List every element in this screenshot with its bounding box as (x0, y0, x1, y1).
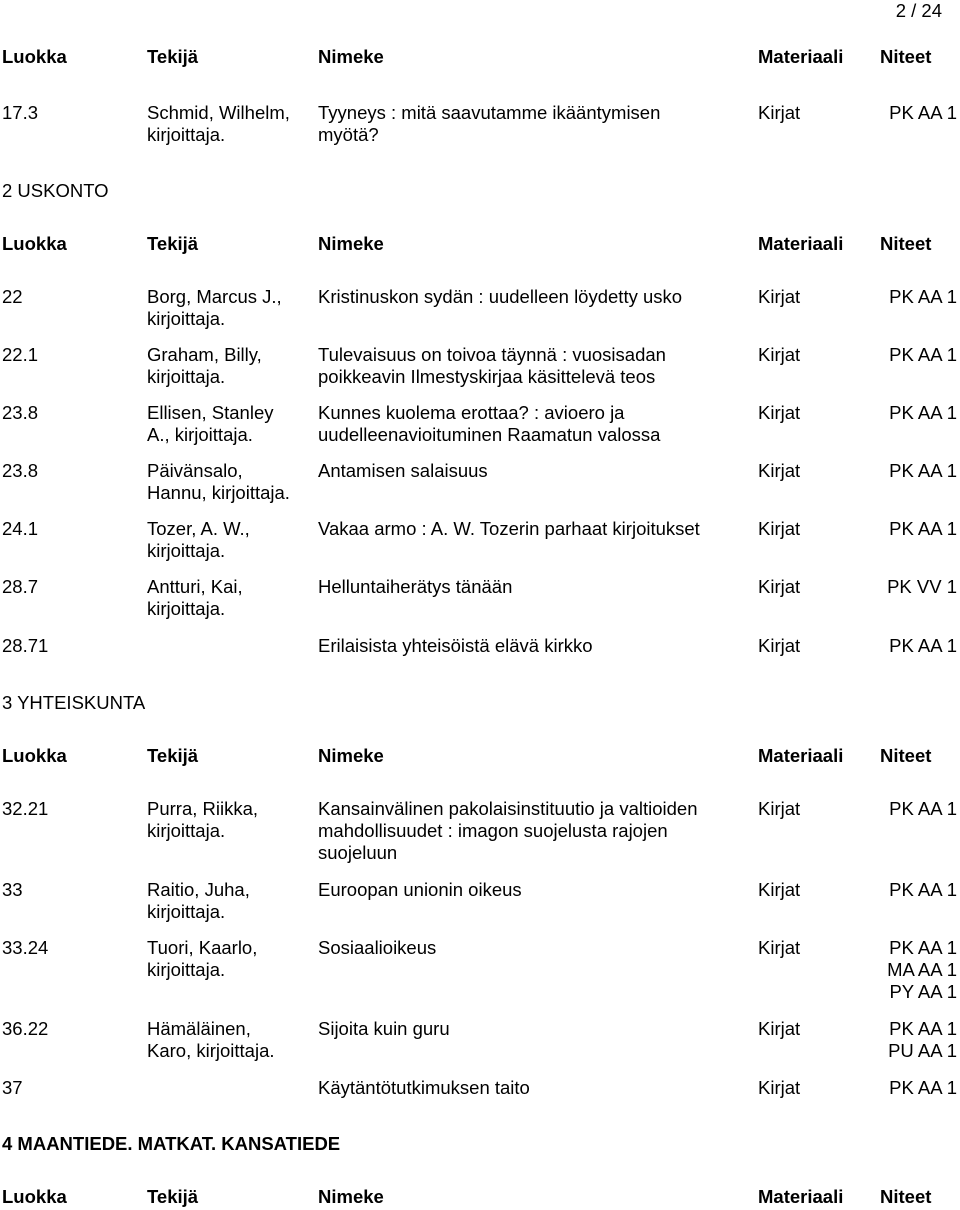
row-material: Kirjat (758, 879, 801, 900)
row-author: Tuori, Kaarlo, kirjoittaja. (147, 937, 258, 980)
header-material: Materiaali (758, 233, 844, 254)
row-title: Tulevaisuus on toivoa täynnä : vuosisadan poikkeavin Ilmestyskirjaa käsittelevä teos (318, 344, 666, 387)
header-title: Nimeke (318, 46, 384, 67)
row-material: Kirjat (758, 286, 801, 307)
column-header (0, 46, 960, 67)
row-location: PK AA 1 (889, 286, 957, 307)
header-material: Materiaali (758, 46, 844, 67)
row-material: Kirjat (758, 635, 801, 656)
row-material: Kirjat (758, 102, 801, 123)
row-material: Kirjat (758, 344, 801, 365)
row-author: Borg, Marcus J., kirjoittaja. (147, 286, 282, 329)
row-class: 33 (2, 879, 23, 900)
column-header (0, 745, 960, 766)
header-class: Luokka (2, 745, 67, 766)
header-author: Tekijä (147, 745, 199, 766)
row-class: 22 (2, 286, 23, 307)
row-class: 37 (2, 1077, 23, 1098)
row-title: Helluntaiherätys tänään (318, 576, 513, 597)
header-title: Nimeke (318, 233, 384, 254)
header-author: Tekijä (147, 233, 199, 254)
header-title: Nimeke (318, 1186, 384, 1207)
row-material: Kirjat (758, 798, 801, 819)
table-row (0, 576, 960, 619)
row-author: Päivänsalo, Hannu, kirjoittaja. (147, 460, 290, 503)
row-class: 23.8 (2, 460, 39, 481)
row-location: PK VV 1 (887, 576, 957, 597)
row-material: Kirjat (758, 402, 801, 423)
header-class: Luokka (2, 46, 67, 67)
section-heading: 2 USKONTO (2, 180, 109, 201)
header-author: Tekijä (147, 1186, 199, 1207)
row-title: Tyyneys : mitä saavutamme ikääntymisen myötä? (318, 102, 661, 145)
row-location: PK AA 1 (889, 879, 957, 900)
row-title: Kunnes kuolema erottaa? : avioero ja uudelleenavioituminen Raamatun valossa (318, 402, 661, 445)
row-class: 17.3 (2, 102, 39, 123)
row-location: PK AA 1 PU AA 1 (888, 1018, 957, 1061)
row-author: Ellisen, Stanley A., kirjoittaja. (147, 402, 274, 445)
header-class: Luokka (2, 233, 67, 254)
row-material: Kirjat (758, 576, 801, 597)
header-location: Niteet (880, 233, 932, 254)
table-row (0, 798, 960, 863)
header-author: Tekijä (147, 46, 199, 67)
row-title: Sosiaalioikeus (318, 937, 437, 958)
row-author: Purra, Riikka, kirjoittaja. (147, 798, 259, 841)
row-location: PK AA 1 (889, 102, 957, 123)
header-location: Niteet (880, 46, 932, 67)
row-location: PK AA 1 (889, 1077, 957, 1098)
table-row (0, 518, 960, 561)
page-number: 2 / 24 (895, 0, 942, 21)
row-author: Raitio, Juha, kirjoittaja. (147, 879, 250, 922)
row-title: Kansainvälinen pakolaisinstituutio ja valtioiden mahdollisuudet : imagon suojelusta rajojen suojeluun (318, 798, 698, 863)
row-title: Euroopan unionin oikeus (318, 879, 522, 900)
row-location: PK AA 1 (889, 402, 957, 423)
table-row (0, 937, 960, 1002)
section-heading: 4 MAANTIEDE. MATKAT. KANSATIEDE (2, 1133, 341, 1154)
header-location: Niteet (880, 1186, 932, 1207)
header-material: Materiaali (758, 745, 844, 766)
row-title: Kristinuskon sydän : uudelleen löydetty usko (318, 286, 683, 307)
header-material: Materiaali (758, 1186, 844, 1207)
row-author: Schmid, Wilhelm, kirjoittaja. (147, 102, 290, 145)
table-row (0, 635, 960, 656)
row-title: Erilaisista yhteisöistä elävä kirkko (318, 635, 593, 656)
row-class: 22.1 (2, 344, 39, 365)
table-row (0, 1077, 960, 1098)
row-location: PK AA 1 (889, 344, 957, 365)
row-class: 24.1 (2, 518, 39, 539)
row-title: Vakaa armo : A. W. Tozerin parhaat kirjoitukset (318, 518, 700, 539)
row-location: PK AA 1 (889, 635, 957, 656)
row-title: Antamisen salaisuus (318, 460, 488, 481)
table-row (0, 460, 960, 503)
header-location: Niteet (880, 745, 932, 766)
table-row (0, 879, 960, 922)
table-row (0, 402, 960, 445)
column-header (0, 1186, 960, 1207)
row-location: PK AA 1 (889, 460, 957, 481)
row-class: 28.71 (2, 635, 49, 656)
table-row (0, 286, 960, 329)
row-location: PK AA 1 (889, 518, 957, 539)
row-author: Antturi, Kai, kirjoittaja. (147, 576, 243, 619)
table-row (0, 1018, 960, 1061)
row-class: 23.8 (2, 402, 39, 423)
header-class: Luokka (2, 1186, 67, 1207)
row-material: Kirjat (758, 1077, 801, 1098)
row-title: Sijoita kuin guru (318, 1018, 450, 1039)
row-author: Graham, Billy, kirjoittaja. (147, 344, 262, 387)
row-author: Tozer, A. W., kirjoittaja. (147, 518, 250, 561)
row-material: Kirjat (758, 518, 801, 539)
row-material: Kirjat (758, 937, 801, 958)
row-location: PK AA 1 MA AA 1 PY AA 1 (887, 937, 957, 1002)
row-title: Käytäntötutkimuksen taito (318, 1077, 530, 1098)
column-header (0, 233, 960, 254)
header-title: Nimeke (318, 745, 384, 766)
row-material: Kirjat (758, 1018, 801, 1039)
row-author: Hämäläinen, Karo, kirjoittaja. (147, 1018, 275, 1061)
row-class: 36.22 (2, 1018, 49, 1039)
row-class: 32.21 (2, 798, 49, 819)
table-row (0, 344, 960, 387)
section-heading: 3 YHTEISKUNTA (2, 692, 146, 713)
row-material: Kirjat (758, 460, 801, 481)
row-class: 33.24 (2, 937, 49, 958)
row-class: 28.7 (2, 576, 39, 597)
row-location: PK AA 1 (889, 798, 957, 819)
table-row (0, 102, 960, 145)
